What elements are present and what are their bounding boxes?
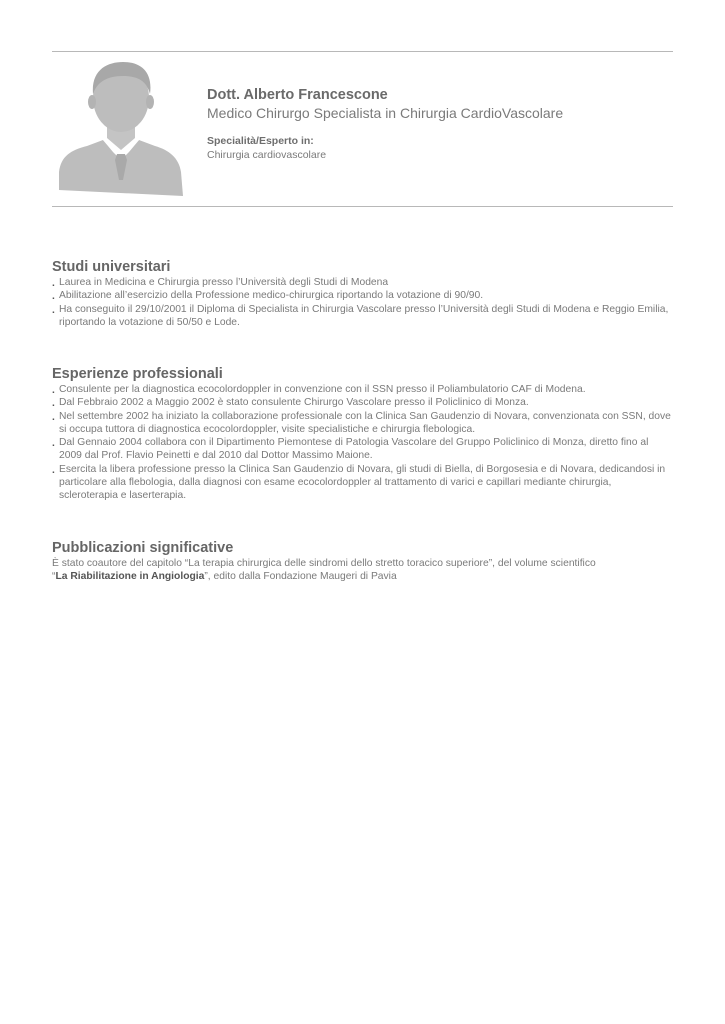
- list-item-text: Laurea in Medicina e Chirurgia presso l’Università degli Studi di Modena: [59, 277, 389, 288]
- list-item-text: Consulente per la diagnostica ecocolordoppler in convenzione con il SSN presso il Poliambulatorio CAF di Modena.: [59, 384, 586, 395]
- list-item-text: Dal Gennaio 2004 collabora con il Dipartimento Piemontese di Patologia Vascolare del Gruppo Policlinico di Monza, diretto fino al 2009 dal Prof. Flavio Peinetti e dal 2010 dal Dottor Massimo Maione.: [59, 437, 649, 462]
- list-item-text: Esercita la libera professione presso la Clinica San Gaudenzio di Novara, gli studi di Biella, di Borgosesia e di Novara, dedicandosi in particolare alla flebologia, dalla diagnosi con esame ecocolordoppler al trattamento di varici e capillari mediante chirurgia, scleroterapia e laserterapia.: [59, 463, 666, 502]
- specialty-label: Specialità/Esperto in:: [207, 135, 314, 147]
- list-item: [52, 410, 672, 437]
- section-heading: Pubblicazioni significative: [52, 540, 234, 556]
- doctor-title: Medico Chirurgo Specialista in Chirurgia CardioVascolare: [207, 105, 564, 121]
- list-item: [52, 303, 672, 330]
- bullet-icon: .: [52, 304, 55, 316]
- section-pubblicazioni-significative: [52, 540, 672, 584]
- quote-open: “: [52, 571, 56, 583]
- doctor-name: Dott. Alberto Francescone: [207, 87, 388, 103]
- publication-line-2: ”, edito dalla Fondazione Maugeri di Pavia: [204, 571, 397, 583]
- doctor-header: [207, 86, 667, 162]
- top-divider: [52, 51, 673, 52]
- list-item-text: Abilitazione all’esercizio della Professione medico-chirurgica riportando la votazione di 90/90.: [59, 290, 484, 302]
- bottom-divider: [52, 206, 673, 207]
- list-item-text: Dal Febbraio 2002 a Maggio 2002 è stato consulente Chirurgo Vascolare presso il Policlinico di Monza.: [59, 397, 529, 409]
- list-item: [52, 383, 672, 396]
- book-title: La Riabilitazione in Angiologia: [55, 571, 205, 583]
- list-item-text: Ha conseguito il 29/10/2001 il Diploma di Specialista in Chirurgia Vascolare presso l’Università degli Studi di Modena e Reggio Emilia, riportando la votazione di 50/50 e Lode.: [59, 303, 669, 328]
- list-item: [52, 396, 672, 409]
- publication-text: [52, 557, 672, 584]
- list-item: [52, 463, 672, 503]
- bullet-icon: .: [52, 291, 55, 303]
- esperienze-list: [52, 383, 672, 503]
- section-heading: Esperienze professionali: [52, 366, 223, 382]
- list-item: [52, 276, 672, 289]
- section-studi-universitari: [52, 259, 672, 329]
- list-item: [52, 436, 672, 463]
- studi-list: [52, 276, 672, 329]
- section-esperienze-professionali: [52, 366, 672, 503]
- bullet-icon: .: [52, 398, 55, 410]
- person-silhouette-icon: [57, 60, 185, 196]
- specialty-value: Chirurgia cardiovascolare: [207, 149, 327, 161]
- avatar: [57, 60, 185, 196]
- bullet-icon: .: [52, 438, 55, 450]
- list-item: [52, 289, 672, 302]
- bullet-icon: .: [52, 464, 55, 476]
- publication-line-1: È stato coautore del capitolo “La terapia chirurgica delle sindromi dello stretto toracico superiore”, del volume scientifico: [52, 558, 596, 569]
- bullet-icon: .: [52, 385, 55, 396]
- section-heading: Studi universitari: [52, 259, 171, 275]
- list-item-text: Nel settembre 2002 ha iniziato la collaborazione professionale con la Clinica San Gaudenzio di Novara, convenzionata con SSN, dove si occupa tuttora di diagnostica ecocolordoppler, visite specialistiche e chirurgia flebologica.: [59, 410, 671, 435]
- bullet-icon: .: [52, 278, 55, 289]
- bullet-icon: .: [52, 411, 55, 423]
